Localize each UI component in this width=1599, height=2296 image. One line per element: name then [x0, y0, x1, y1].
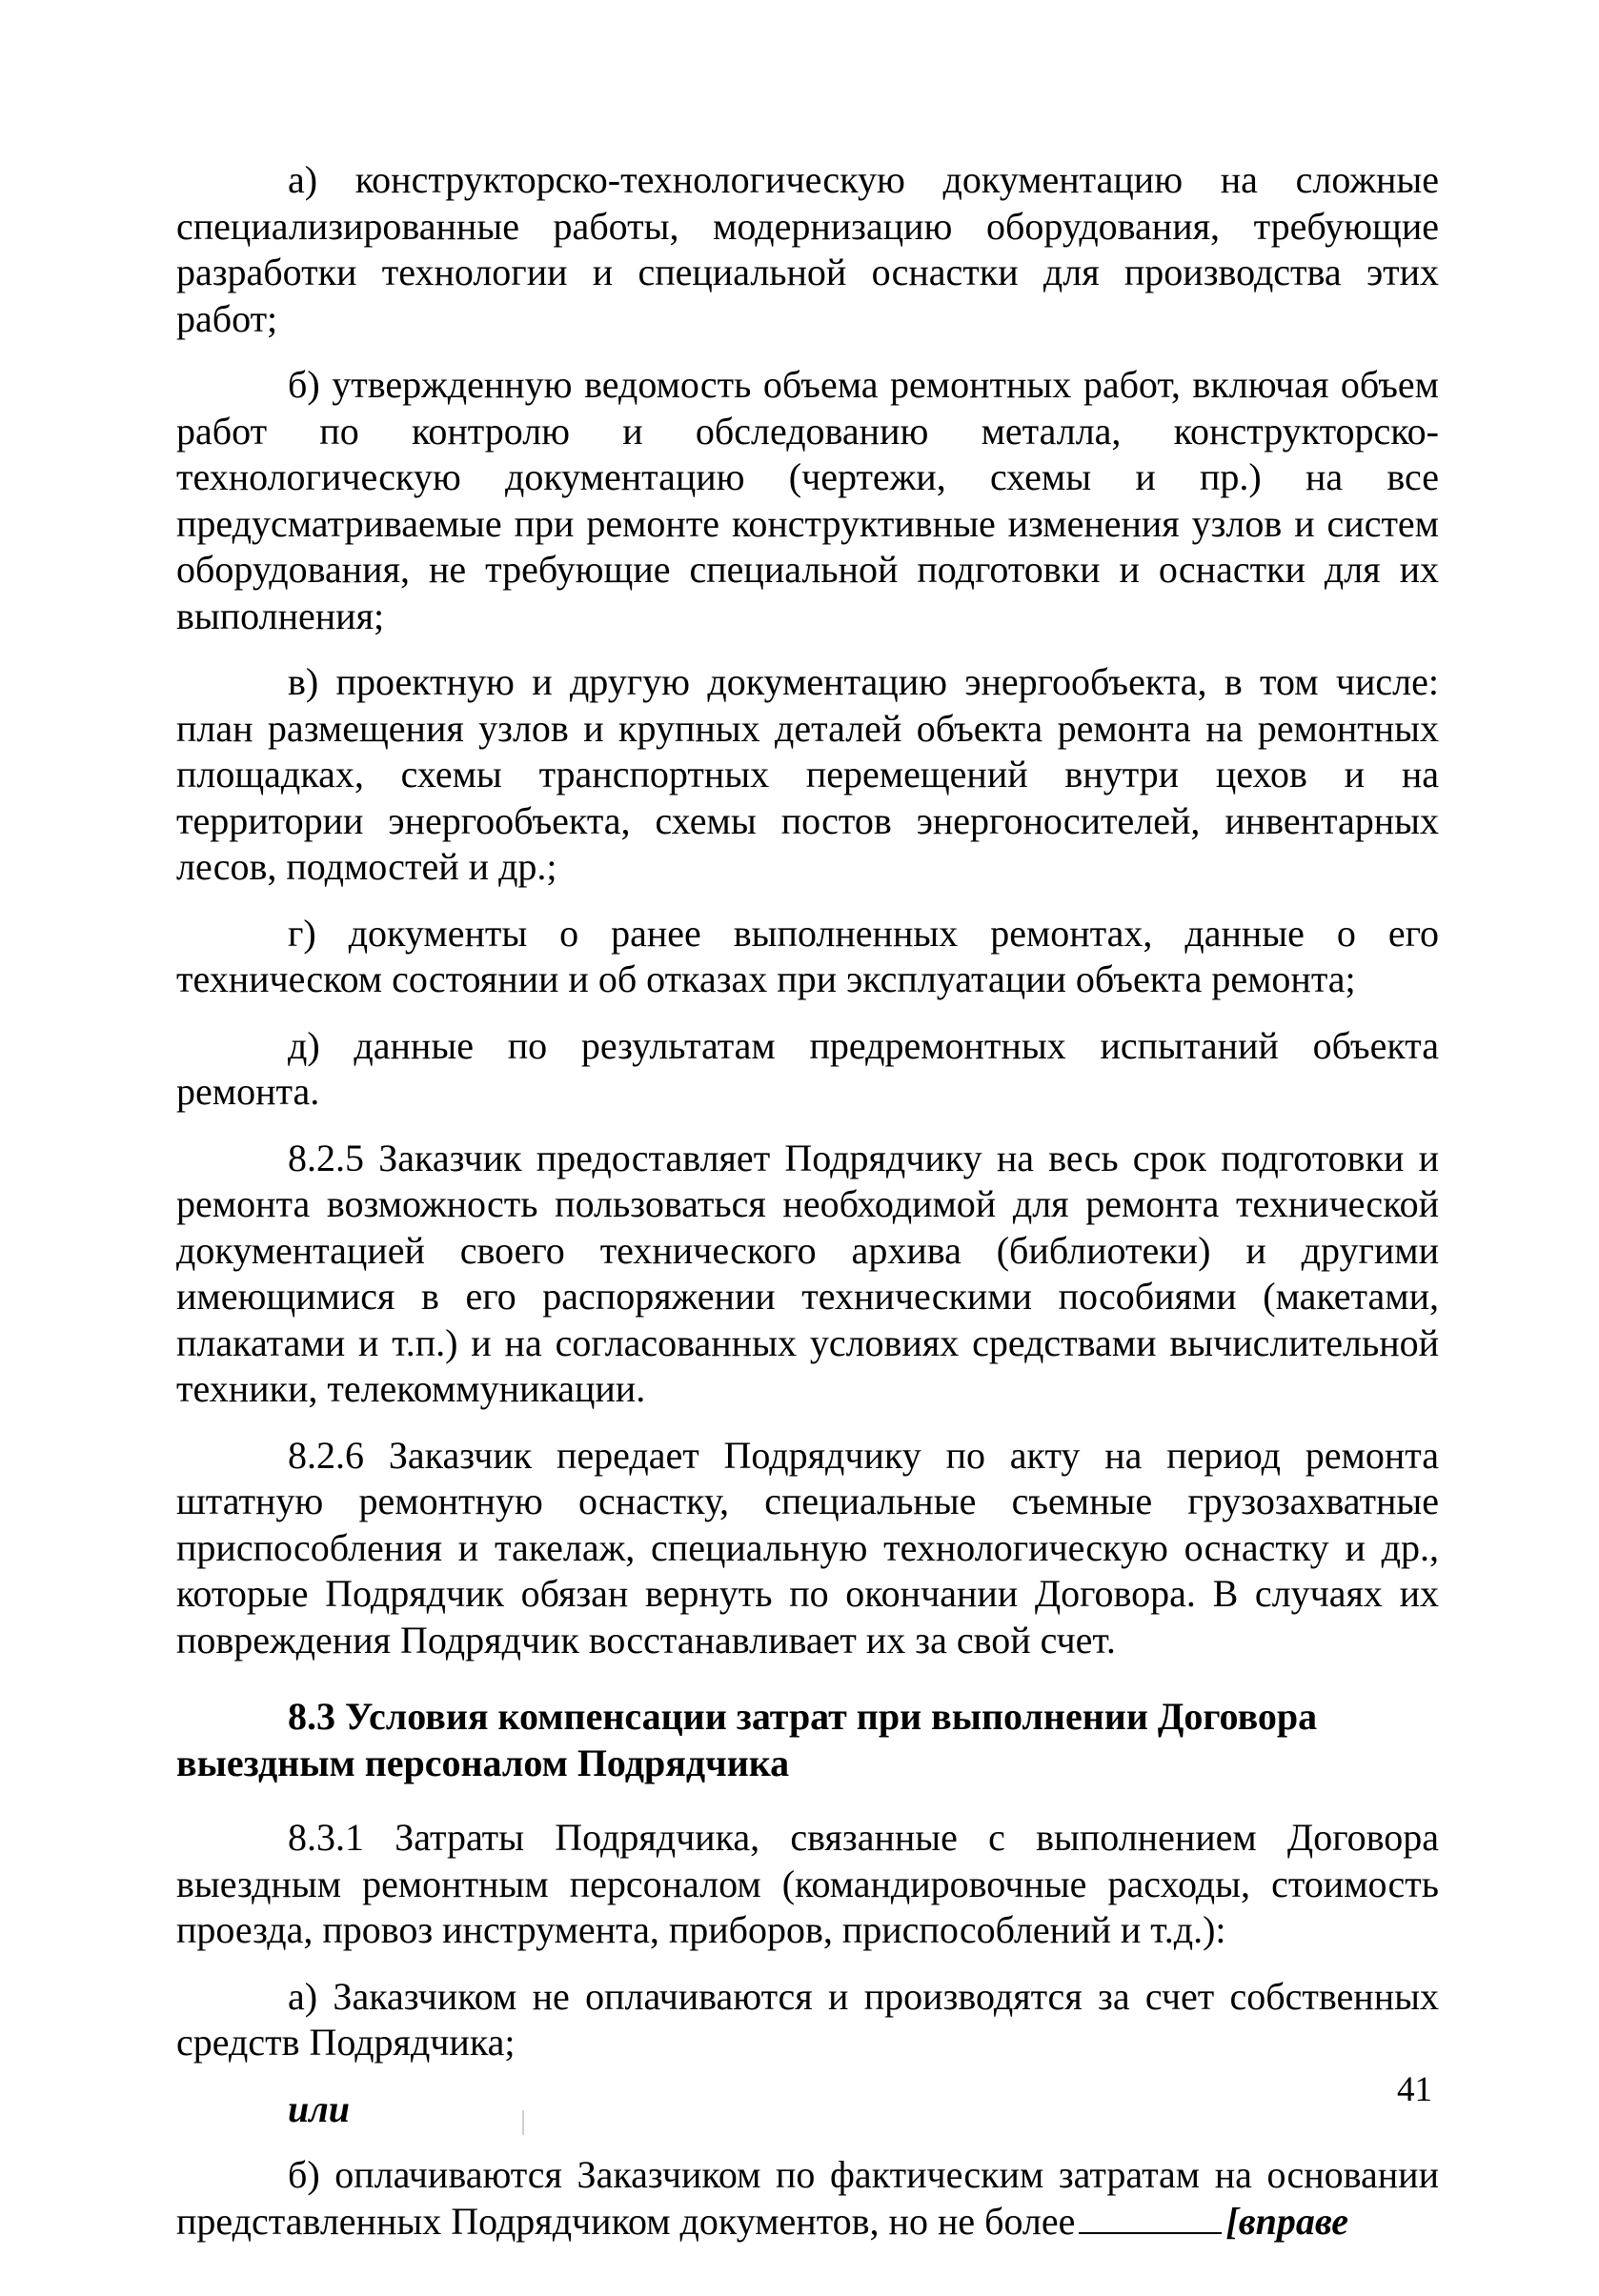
- paragraph-8-3-1-b-tail: [вправе: [1225, 2199, 1348, 2243]
- paragraph-8-2-5: 8.2.5 Заказчик предоставляет Подрядчику на весь срок подготовки и ремонта возможность пользоваться необходимой для ремонта технической документацией своего технического архива (библиотеки) и другими имеющимися в его распоряжении техническими пособиями (макетами, плакатами и т.п.) и на согласованных условиях средствами вычислительной техники, телекоммуникации.: [176, 1136, 1439, 1410]
- paragraph-8-3-1: 8.3.1 Затраты Подрядчика, связанные с выполнением Договора выездным ремонтным персоналом (командировочные расходы, стоимость проезда, провоз инструмента, приборов, приспособлений и т.д.):: [176, 1816, 1439, 1951]
- paragraph-8-2-6: 8.2.6 Заказчик передает Подрядчику по акту на период ремонта штатную ремонтную оснастку, специальные съемные грузозахватные приспособления и такелаж, специальную технологическую оснастку и др., которые Подрядчик обязан вернуть по окончании Договора. В случаях их повреждения Подрядчик восстанавливает их за свой счет.: [176, 1433, 1439, 1662]
- or-label: или: [288, 2086, 351, 2130]
- paragraph-8-3-1-b: [176, 2152, 1439, 2245]
- fill-in-blank: [1079, 2231, 1222, 2234]
- paragraph-8-3-1-a: а) Заказчиком не оплачиваются и производятся за счет собственных средств Подрядчика;: [176, 1974, 1439, 2064]
- scan-artifact: [522, 2110, 524, 2135]
- paragraph-8-2-4-v: в) проектную и другую документацию энергообъекта, в том числе: план размещения узлов и крупных деталей объекта ремонта на ремонтных площадках, схемы транспортных перемещений внутри цехов и на территории энергообъекта, схемы постов энергоносителей, инвентарных лесов, подмостей и др.;: [176, 660, 1439, 888]
- paragraph-8-2-4-a: а) конструкторско-технологическую документацию на сложные специализированные работы, модернизацию оборудования, требующие разработки технологии и специальной оснастки для производства этих работ;: [176, 158, 1439, 340]
- document-body: [176, 157, 1439, 2265]
- paragraph-8-3-1-b-text: б) оплачиваются Заказчиком по фактическим затратам на основании представленных Подрядчиком документов, но не более: [176, 2153, 1439, 2243]
- section-heading-8-3: 8.3 Условия компенсации затрат при выполнении Договора выездным персоналом Подрядчика: [176, 1695, 1318, 1784]
- page-number: 41: [1397, 2070, 1432, 2109]
- paragraph-8-2-4-g: г) документы о ранее выполненных ремонтах, данные о его техническом состоянии и об отказах при эксплуатации объекта ремонта;: [176, 911, 1439, 1000]
- paragraph-8-2-4-d: д) данные по результатам предремонтных испытаний объекта ремонта.: [176, 1023, 1439, 1113]
- paragraph-8-2-4-b: б) утвержденную ведомость объема ремонтных работ, включая объем работ по контролю и обследованию металла, конструкторско-технологическую документацию (чертежи, схемы и пр.) на все предусматриваемые при ремонте конструктивные изменения узлов и систем оборудования, не требующие специальной подготовки и оснастки для их выполнения;: [176, 363, 1439, 637]
